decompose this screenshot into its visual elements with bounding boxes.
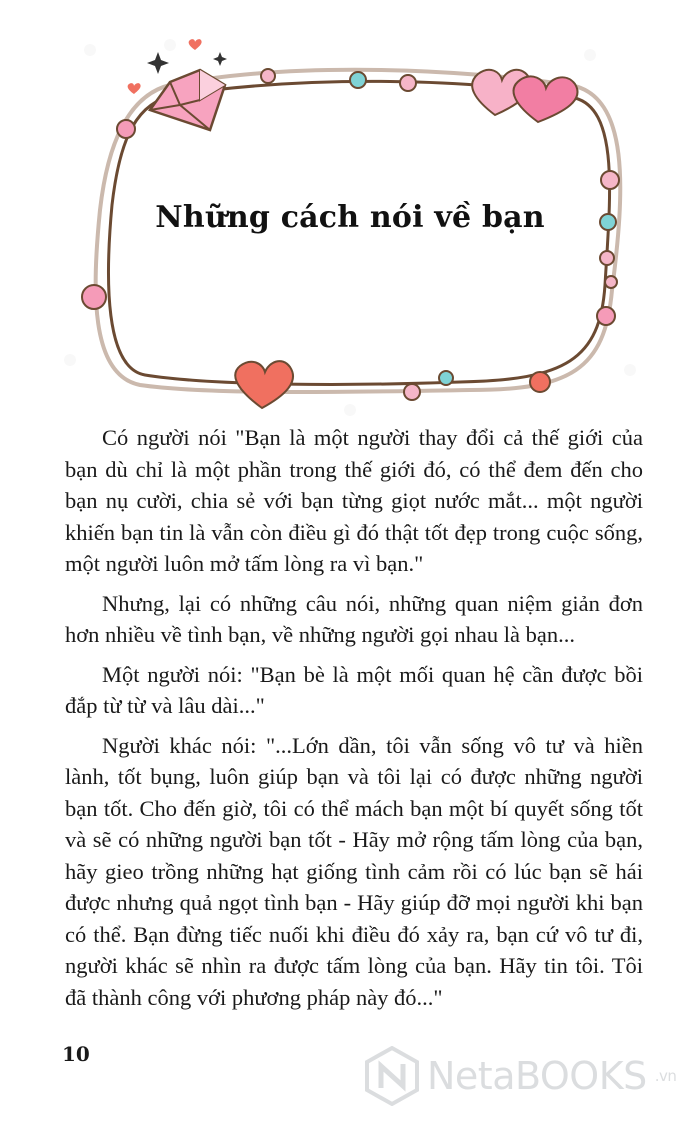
paragraph: Có người nói "Bạn là một người thay đổi cả thế giới của bạn dù chỉ là một phần trong thế giới đó, có thể đem đến cho bạn nụ cười, chia sẻ với bạn từng giọt nước mắt... một người khiến bạn tin là vẫn còn điều gì đó thật tốt đẹp trong cuộc sống, một người luôn mở tấm lòng ra vì bạn." (65, 425, 643, 576)
bead (261, 69, 275, 83)
sparkle-icon (147, 52, 169, 74)
heart-icon (235, 361, 293, 408)
bead (597, 307, 615, 325)
body-text (65, 422, 643, 1021)
bead (350, 72, 366, 88)
netabooks-logo-icon (365, 1046, 419, 1106)
bead (530, 372, 550, 392)
heart-icon (128, 83, 141, 94)
bead (404, 384, 420, 400)
bead (605, 276, 617, 288)
sparkle-icon (213, 52, 227, 66)
paragraph: Nhưng, lại có những câu nói, những quan niệm giản đơn hơn nhiều về tình bạn, về những người gọi nhau là bạn... (65, 590, 643, 647)
watermark-suffix: .vn (654, 1067, 677, 1085)
bead (400, 75, 416, 91)
bead (601, 171, 619, 189)
page-number: 10 (62, 1042, 90, 1066)
bead (117, 120, 135, 138)
diamond-icon (150, 70, 225, 130)
bead (439, 371, 453, 385)
paragraph: Một người nói: "Bạn bè là một mối quan hệ cần được bồi đắp từ từ và lâu dài..." (65, 661, 643, 718)
watermark-brand: NetaBOOKS (427, 1054, 647, 1098)
heart-icon (189, 39, 202, 50)
paragraph: Người khác nói: "...Lớn dần, tôi vẫn sống vô tư và hiền lành, tốt bụng, luôn giúp bạn và tôi lại có được những người bạn tốt. Cho đến giờ, tôi có thể mách bạn một bí quyết sống tốt và sẽ có những người bạn tốt - Hãy mở rộng tấm lòng của bạn, hãy gieo trồng những hạt giống tình cảm rồi có lúc bạn sẽ hái được nhưng quả ngọt tình bạn - Hãy giúp đỡ mọi người khi bạn có thể. Bạn đừng tiếc nuối khi điều đó xảy ra, bạn cứ vô tư đi, người khác sẽ nhìn ra được tấm lòng của bạn. Hãy tin tôi. Tôi đã thành công với phương pháp này đó..." (65, 732, 643, 1010)
bead (600, 251, 614, 265)
chapter-title: Những cách nói về bạn (155, 200, 545, 235)
bead (82, 285, 106, 309)
watermark (365, 1043, 695, 1109)
